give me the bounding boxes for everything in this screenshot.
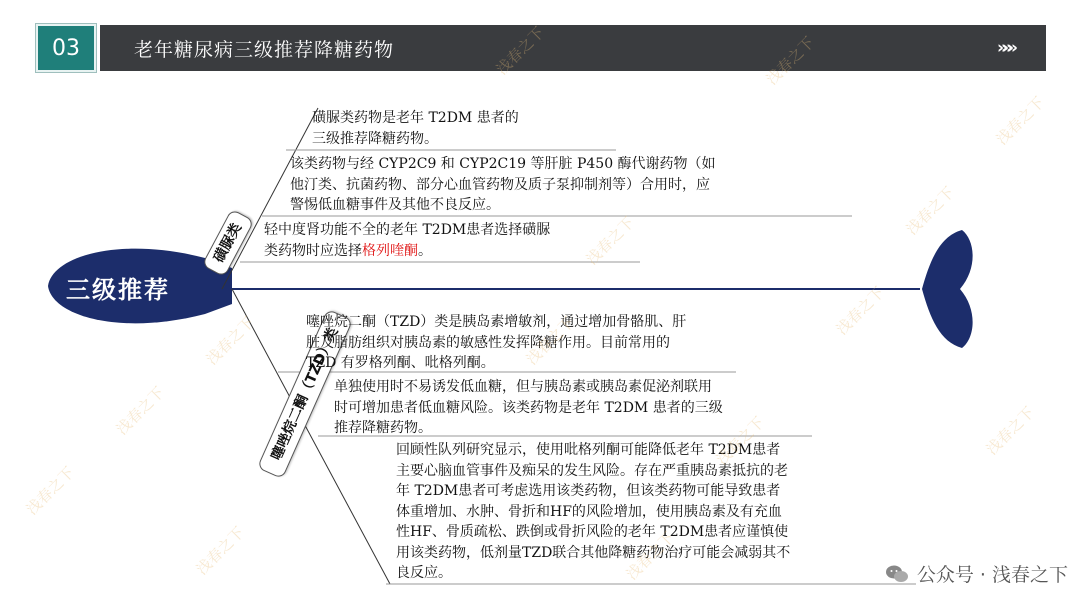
text-segment: 。	[418, 242, 432, 259]
text-line: 年 T2DM患者可考虑选用该类药物，但该类药物可能导致患者	[396, 483, 781, 499]
tzd-paragraph-2	[334, 377, 723, 439]
text-line: 良反应。	[396, 565, 452, 581]
text-line: 回顾性队列研究显示，使用吡格列酮可能降低老年 T2DM患者	[396, 442, 781, 458]
text-line: 用该类药物，低剂量TZD联合其他降糖药物治疗可能会减弱其不	[396, 544, 791, 561]
watermark: 浅春之下	[522, 313, 578, 369]
su-paragraph-2	[290, 154, 716, 216]
fish-head-label: 三级推荐	[66, 276, 170, 304]
watermark: 浅春之下	[22, 463, 78, 519]
watermark: 浅春之下	[982, 403, 1038, 459]
tzd-paragraph-3	[396, 440, 790, 584]
text-line: 磺脲类药物是老年 T2DM 患者的	[312, 110, 519, 126]
text-segment: 类药物时应选择	[264, 242, 362, 259]
text-line: 他汀类、抗菌药物、部分心血管药物及质子泵抑制剂等）合用时，应	[290, 176, 710, 193]
wechat-label: 公众号 · 浅春之下	[916, 564, 1068, 586]
text-line: TZD 有罗格列酮、吡格列酮。	[306, 355, 495, 371]
watermark: 浅春之下	[992, 93, 1048, 149]
slide-title: 老年糖尿病三级推荐降糖药物	[134, 38, 395, 61]
watermark: 浅春之下	[622, 528, 678, 584]
watermark: 浅春之下	[902, 183, 958, 239]
text-line: 单独使用时不易诱发低血糖，但与胰岛素或胰岛素促泌剂联用	[334, 379, 712, 395]
text-line: 三级推荐降糖药物。	[312, 130, 438, 147]
text-line: 推荐降糖药物。	[334, 420, 432, 436]
watermark: 浅春之下	[762, 33, 818, 89]
text-line: 主要心脑血管事件及痴呆的发生风险。存在严重胰岛素抵抗的老	[396, 462, 788, 479]
watermark: 浅春之下	[112, 383, 168, 439]
text-line: 体重增加、水肿、骨折和HF的风险增加，使用胰岛素及有充血	[396, 503, 782, 520]
highlighted-drug-name: 格列喹酮	[362, 242, 418, 259]
text-line	[264, 241, 550, 262]
wechat-account-watermark	[885, 560, 1068, 587]
text-line: 脏及脂肪组织对胰岛素的敏感性发挥降糖作用。目前常用的	[306, 334, 670, 351]
watermark: 浅春之下	[202, 313, 258, 369]
wechat-icon	[885, 563, 909, 585]
watermark: 浅春之下	[832, 283, 888, 339]
text-line: 性HF、骨质疏松、跌倒或骨折风险的老年 T2DM患者应谨慎使	[396, 524, 789, 540]
text-line: 该类药物与经 CYP2C9 和 CYP2C19 等肝脏 P450 酶代谢药物（如	[290, 156, 716, 172]
section-number: 03	[52, 35, 80, 61]
watermark: 浅春之下	[712, 413, 768, 469]
watermark: 浅春之下	[582, 213, 638, 269]
fish-tail-shape	[922, 230, 973, 348]
su-paragraph-3	[264, 220, 550, 261]
watermark: 浅春之下	[492, 23, 548, 79]
text-line: 警惕低血糖事件及其他不良反应。	[290, 197, 500, 213]
su-paragraph-1	[312, 108, 519, 149]
arrows-icon: »»»	[997, 38, 1012, 58]
branch-label-tzd: 噻唑烷二酮（TZD）类	[257, 309, 353, 479]
branch-label-su: 磺脲类	[201, 209, 254, 278]
text-line: 轻中度肾功能不全的老年 T2DM患者选择磺脲	[264, 222, 551, 238]
text-line: 时可增加患者低血糖风险。该类药物是老年 T2DM 患者的三级	[334, 399, 723, 416]
watermark: 浅春之下	[192, 523, 248, 579]
text-line: 噻唑烷二酮（TZD）类是胰岛素增敏剂，通过增加骨骼肌、肝	[306, 314, 687, 330]
tzd-paragraph-1	[306, 312, 686, 374]
